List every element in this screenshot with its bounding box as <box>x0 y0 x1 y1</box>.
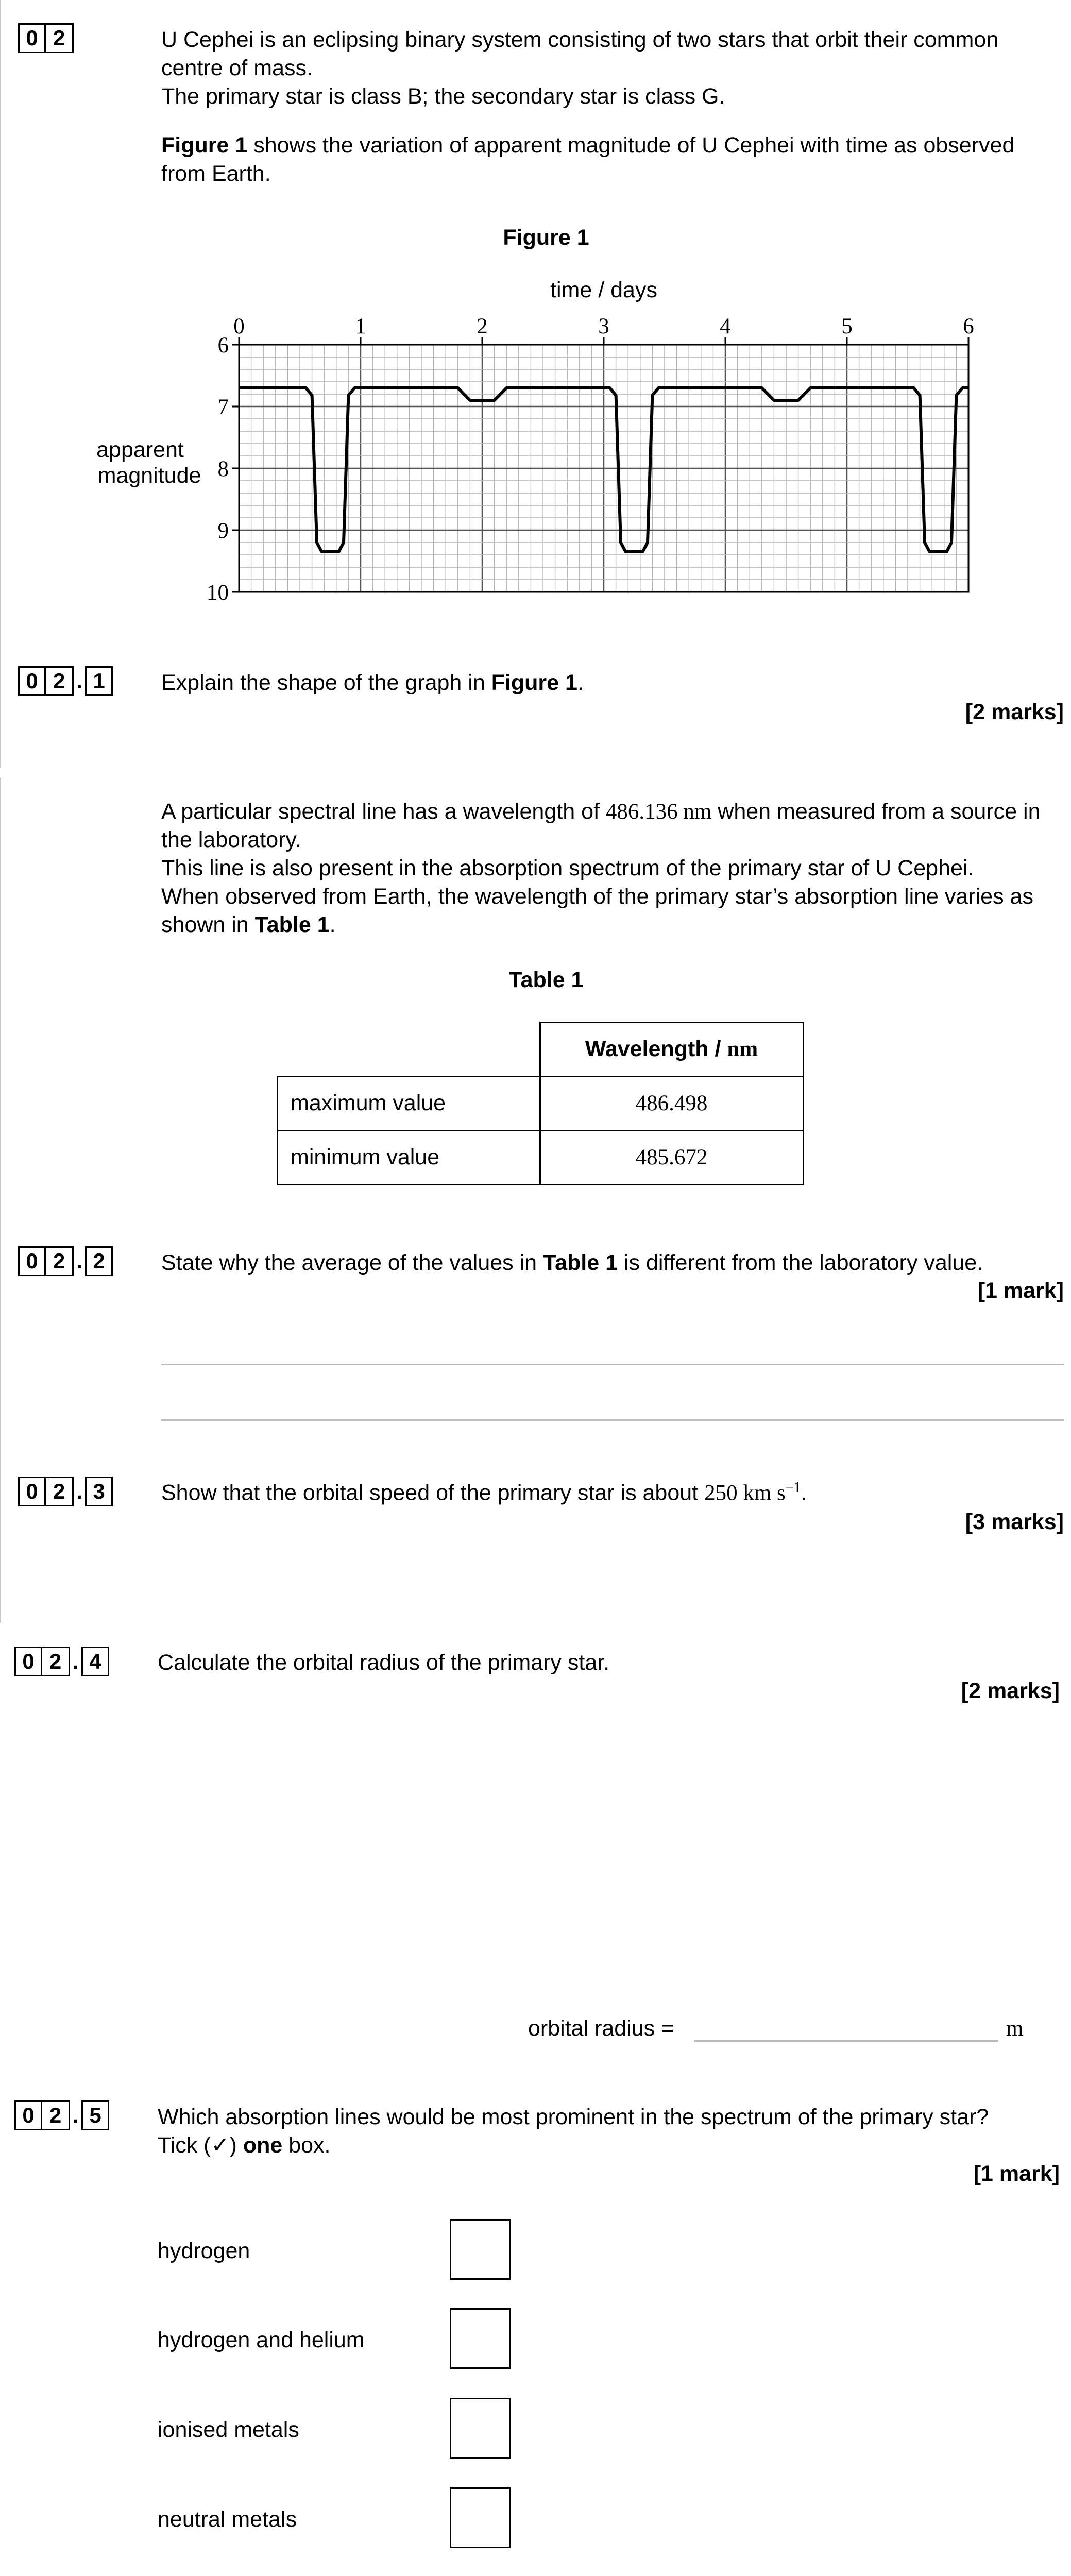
intro-line: This line is also present in the absorption spectrum of the primary star of U Cephei. <box>161 856 974 881</box>
question-digit: 3 <box>85 1477 113 1506</box>
intro-line <box>161 798 1058 854</box>
question-digit: 2 <box>46 666 74 696</box>
answer-label: orbital radius = <box>528 2016 674 2041</box>
table-header-unit: nm <box>727 1037 758 1062</box>
y-axis-ticks <box>207 333 239 605</box>
table-header-row <box>278 1023 804 1077</box>
x-tick-label: 3 <box>598 314 609 338</box>
question-number-02 <box>18 23 74 53</box>
marks-02-4: [2 marks] <box>961 1679 1060 1703</box>
question-02-1-text <box>161 669 1058 697</box>
intro-line: The primary star is class B; the secondary star is class G. <box>161 84 725 109</box>
question-text: is different from the laboratory value. <box>618 1250 983 1275</box>
figure-caption: Figure 1 <box>503 225 589 250</box>
question-02-5-text <box>158 2103 1054 2160</box>
intro-text: When observed from Earth, the wavelength of the primary star’s absorption line varies as shown in <box>161 884 1033 938</box>
y-axis-label-line1: apparent <box>96 437 184 462</box>
figure-ref: Figure 1 <box>161 133 248 158</box>
speed-value: 250 km s <box>704 1481 786 1505</box>
question-02-intro <box>161 26 1058 188</box>
question-02-4-text: Calculate the orbital radius of the primary star. <box>158 1650 610 1675</box>
option-ionised-metals: ionised metals <box>158 2417 299 2442</box>
question-digit: 2 <box>85 1246 113 1276</box>
tick-instruction <box>158 2131 1054 2160</box>
question-digit: 1 <box>85 666 113 696</box>
marks-02-1: [2 marks] <box>965 700 1064 724</box>
question-text: . <box>577 670 584 695</box>
tick-symbol: ✓ <box>211 2133 230 2158</box>
x-axis-ticks <box>233 314 974 345</box>
x-tick-label: 5 <box>841 314 853 338</box>
lab-wavelength: 486.136 nm <box>605 800 712 824</box>
tick-bold: one <box>243 2133 283 2158</box>
question-dot: . <box>76 669 82 693</box>
marks-02-3: [3 marks] <box>965 1510 1064 1534</box>
y-axis-label-line2: magnitude <box>97 463 201 488</box>
tick-box-neutral-metals[interactable] <box>450 2487 511 2548</box>
table-caption: Table 1 <box>508 968 584 992</box>
question-digit: 0 <box>18 1477 46 1506</box>
tick-box-ionised-metals[interactable] <box>450 2398 511 2459</box>
question-02-2-text <box>161 1249 1058 1277</box>
answer-line[interactable] <box>161 1419 1064 1421</box>
question-dot: . <box>73 1649 79 1674</box>
tick-text: Tick ( <box>158 2133 211 2158</box>
table-row <box>278 1131 804 1185</box>
y-tick-label: 8 <box>217 457 229 481</box>
y-tick-label: 9 <box>217 519 229 543</box>
question-digit: 5 <box>81 2100 109 2130</box>
table-empty-cell <box>278 1023 540 1077</box>
x-tick-label: 2 <box>477 314 488 338</box>
tick-box-hydrogen-helium[interactable] <box>450 2308 511 2369</box>
option-neutral-metals: neutral metals <box>158 2507 297 2532</box>
x-tick-label: 6 <box>963 314 974 338</box>
y-tick-label: 10 <box>207 581 229 605</box>
intro-text: when measured from a source in the laboratory. <box>161 799 1041 853</box>
question-dot: . <box>76 1249 82 1274</box>
question-digit: 2 <box>46 23 74 53</box>
chart-grid <box>239 345 968 592</box>
question-digit: 2 <box>46 1246 74 1276</box>
figure-text: shows the variation of apparent magnitude of U Cephei with time as observed from Earth. <box>161 133 1015 187</box>
question-digit: 0 <box>14 2100 42 2130</box>
question-dot: . <box>76 1479 82 1504</box>
y-tick-label: 7 <box>217 395 229 419</box>
figure-description <box>161 131 1058 188</box>
question-text: Show that the orbital speed of the primary star is about <box>161 1480 705 1505</box>
table-1 <box>277 1022 804 1185</box>
question-number-02-1 <box>18 666 113 696</box>
intro-text: . <box>329 912 336 938</box>
question-digit: 2 <box>42 1647 70 1676</box>
table-header-cell <box>540 1023 803 1077</box>
question-number-02-5 <box>14 2100 109 2130</box>
table-row-label: minimum value <box>278 1131 540 1185</box>
page-margin-rule <box>0 778 1 1623</box>
intro-line <box>161 883 1058 939</box>
question-text: . <box>801 1480 807 1505</box>
question-digit: 2 <box>46 1477 74 1506</box>
question-digit: 0 <box>18 23 46 53</box>
tick-box-hydrogen[interactable] <box>450 2219 511 2280</box>
question-digit: 0 <box>14 1647 42 1676</box>
figure-1-chart <box>72 270 999 611</box>
intro-line: U Cephei is an eclipsing binary system consisting of two stars that orbit their common centre of mass. <box>161 27 999 81</box>
intro-text: A particular spectral line has a wavelength of <box>161 799 606 824</box>
question-digit: 2 <box>42 2100 70 2130</box>
spectral-line-intro <box>161 798 1058 939</box>
question-text: Explain the shape of the graph in <box>161 670 491 695</box>
option-hydrogen-helium: hydrogen and helium <box>158 2328 365 2352</box>
question-text-bold: Table 1 <box>543 1250 618 1275</box>
x-tick-label: 0 <box>233 314 245 338</box>
page-margin-rule <box>0 0 1 768</box>
table-row <box>278 1077 804 1131</box>
question-digit: 4 <box>81 1647 109 1676</box>
table-row-label: maximum value <box>278 1077 540 1131</box>
question-number-02-3 <box>18 1477 113 1506</box>
tick-text: box. <box>282 2133 331 2158</box>
question-number-02-2 <box>18 1246 113 1276</box>
table-header-text: Wavelength / <box>585 1037 727 1062</box>
x-tick-label: 4 <box>720 314 731 338</box>
answer-line[interactable] <box>161 1364 1064 1365</box>
question-digit: 0 <box>18 666 46 696</box>
answer-unit: m <box>1006 2016 1024 2041</box>
question-text: State why the average of the values in <box>161 1250 543 1275</box>
question-text-bold: Figure 1 <box>491 670 577 695</box>
speed-exponent: −1 <box>785 1480 801 1496</box>
y-tick-label: 6 <box>217 333 229 358</box>
question-digit: 0 <box>18 1246 46 1276</box>
question-number-02-4 <box>14 1647 109 1676</box>
table-ref: Table 1 <box>254 912 330 938</box>
marks-02-2: [1 mark] <box>977 1278 1064 1303</box>
answer-blank[interactable] <box>694 2040 998 2042</box>
question-02-3-text <box>161 1479 1058 1507</box>
table-row-value: 485.672 <box>540 1131 803 1185</box>
option-hydrogen: hydrogen <box>158 2239 250 2263</box>
question-text: Which absorption lines would be most prominent in the spectrum of the primary star? <box>158 2105 989 2129</box>
tick-text: ) <box>229 2133 243 2158</box>
marks-02-5: [1 mark] <box>973 2161 1060 2186</box>
table-row-value: 486.498 <box>540 1077 803 1131</box>
x-axis-label: time / days <box>550 278 657 302</box>
question-dot: . <box>73 2103 79 2128</box>
x-tick-label: 1 <box>355 314 366 338</box>
